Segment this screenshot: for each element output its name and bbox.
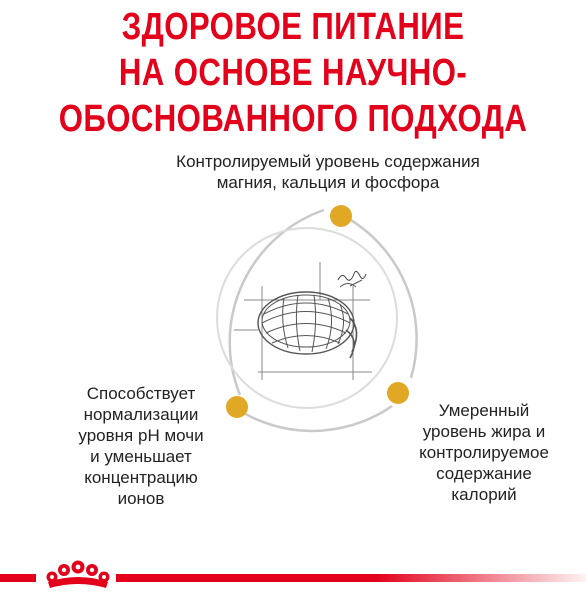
benefit-fat-line-5: калорий [451,485,517,504]
gold-dot-top-icon [330,205,352,227]
benefit-minerals-line-2: магния, кальция и фосфора [216,173,440,192]
benefit-fat-line-1: Умеренный [438,401,530,420]
headline-line-1: ЗДОРОВОЕ ПИТАНИЕ [121,6,465,48]
benefit-ph [46,383,236,509]
headline-line-3: ОБОСНОВАННОГО ПОДХОДА [58,98,528,140]
benefit-ph-line-6: ионов [117,489,165,508]
benefit-minerals-line-1: Контролируемый уровень содержания [176,152,480,171]
benefit-fat-line-4: содержание [436,464,532,483]
benefit-ph-line-4: и уменьшает [90,447,192,466]
benefit-fat [400,400,568,505]
benefit-ph-line-2: нормализации [83,405,199,424]
benefit-fat-line-2: уровень жира и [422,422,546,441]
benefit-ph-line-5: концентрацию [84,468,198,487]
headline-line-2: НА ОСНОВЕ НАУЧНО- [118,52,468,94]
orbit-rings [217,210,417,431]
benefit-ph-line-1: Способствует [86,384,196,403]
royal-canin-crown-logo [42,556,114,592]
kibble-sketch-icon [234,262,372,380]
benefit-fat-line-3: контролируемое [419,443,549,462]
benefit-ph-line-3: уровня pH мочи [78,426,204,445]
